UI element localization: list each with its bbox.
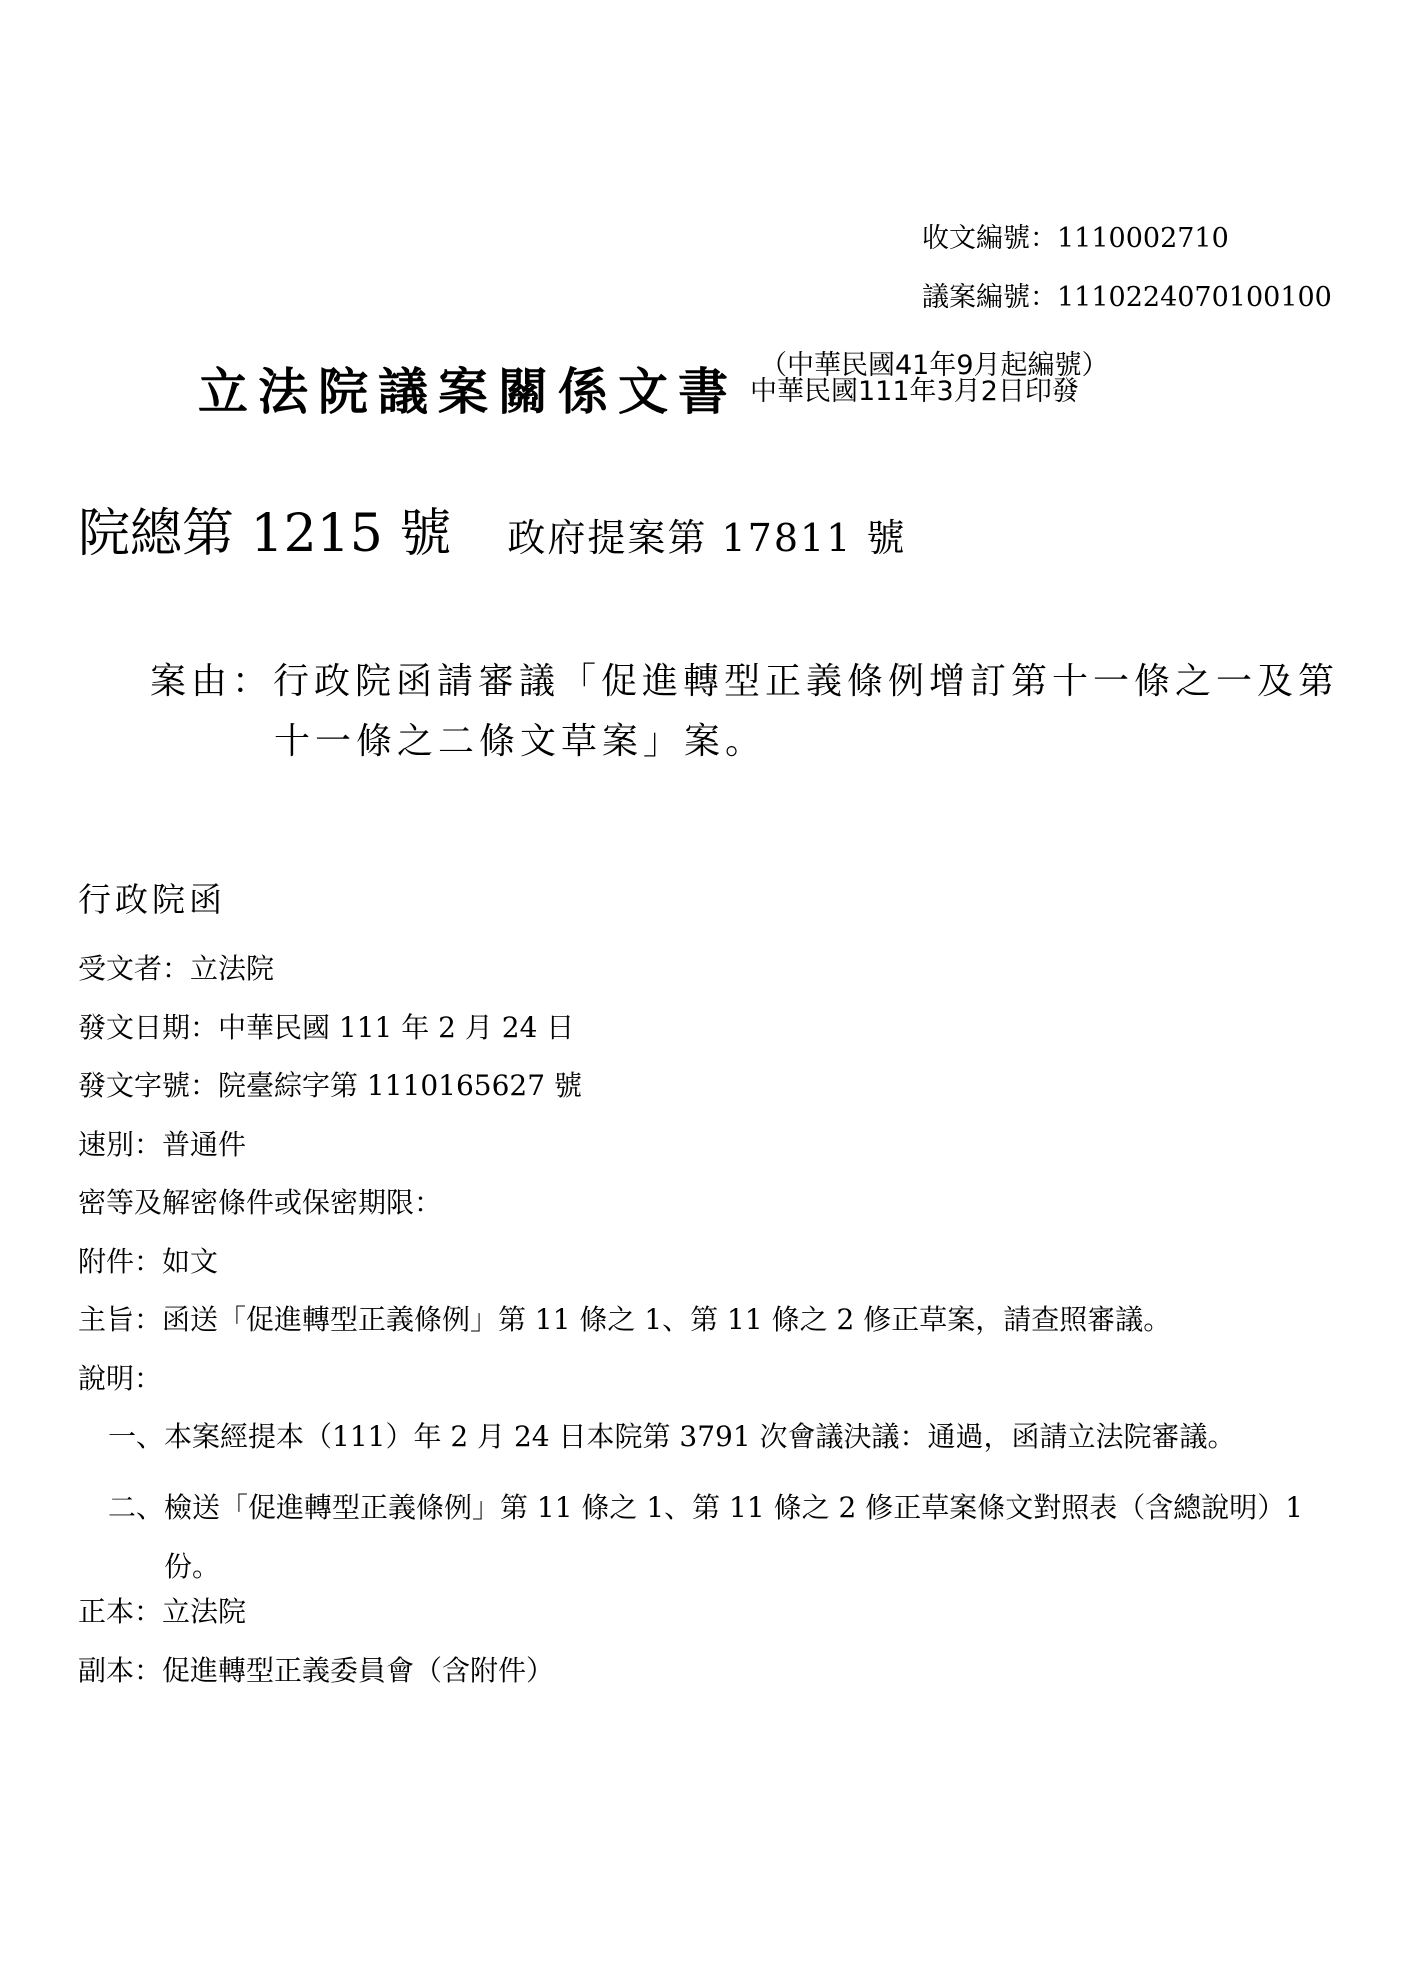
compile-note: （中華民國41年9月起編號） (760, 350, 1109, 381)
receipt-number: 收文編號：1110002710 (922, 223, 1229, 254)
subject-block (150, 652, 1340, 772)
speed-field: 速別：普通件 (78, 1128, 247, 1161)
issue-date-field: 發文日期：中華民國 111 年 2 月 24 日 (78, 1011, 575, 1044)
description-item-2-line-2: 份。 (164, 1550, 221, 1583)
gist-field: 主旨：函送「促進轉型正義條例」第 11 條之 1、第 11 條之 2 修正草案，請查照審議。 (78, 1303, 1172, 1336)
document-title: 立法院議案關係文書 (198, 362, 738, 421)
numbering-line (78, 502, 906, 570)
general-number: 院總第 1215 號 (78, 504, 452, 564)
attachment-field: 附件：如文 (78, 1245, 219, 1278)
government-proposal-number: 政府提案第 17811 號 (507, 516, 907, 560)
description-item-2-line-1: 二、檢送「促進轉型正義條例」第 11 條之 1、第 11 條之 2 修正草案條文對照表（含總說明）1 (108, 1491, 1304, 1524)
subject-line-1: 案由：行政院函請審議「促進轉型正義條例增訂第十一條之一及第 (150, 661, 1340, 702)
recipient-field: 受文者：立法院 (78, 952, 275, 985)
description-label: 說明： (78, 1362, 163, 1395)
subject-line-2: 十一條之二條文草案」案。 (274, 721, 767, 762)
original-recipient-field: 正本：立法院 (78, 1595, 247, 1628)
description-item-1: 一、本案經提本（111）年 2 月 24 日本院第 3791 次會議決議：通過，函請立法院審議。 (108, 1420, 1236, 1453)
bill-number: 議案編號：1110224070100100 (922, 282, 1332, 313)
document-number-field: 發文字號：院臺綜字第 1110165627 號 (78, 1069, 582, 1102)
description-item-2 (108, 1478, 1348, 1596)
secrecy-field: 密等及解密條件或保密期限： (78, 1186, 443, 1219)
print-date: 中華民國111年3月2日印發 (750, 376, 1079, 407)
copy-recipient-field: 副本：促進轉型正義委員會（含附件） (78, 1654, 555, 1687)
letter-sender: 行政院函 (78, 880, 226, 919)
